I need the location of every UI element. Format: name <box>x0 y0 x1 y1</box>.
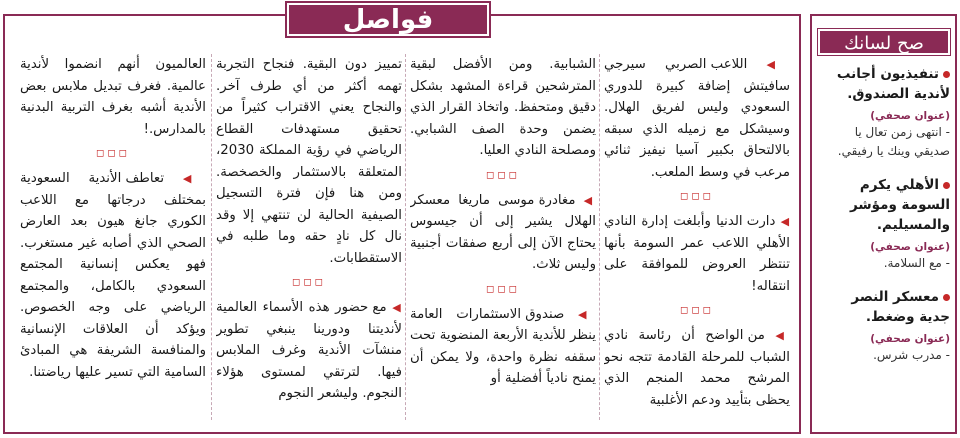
item-comment: - مع السلامة. <box>883 256 950 270</box>
bullet-dot-icon <box>943 71 950 78</box>
arrow-marker-icon: ◀ <box>182 172 206 185</box>
arrow-marker-icon: ◀ <box>780 215 790 228</box>
column-4 <box>20 54 206 426</box>
paragraph: ◀ مع حضور هذه الأسماء العالمية لأنديتنا ودورينا ينبغي تطوير منشآت الأندية وغرف الملابس فيها. لترتقي لمستوى هؤلاء النجوم. وليشعر النجوم <box>216 300 402 401</box>
separator: ◻◻◻ <box>292 277 326 288</box>
list-item <box>820 64 950 161</box>
list-item <box>820 175 950 273</box>
separator: ◻◻◻ <box>680 191 714 202</box>
item-comment: - مدرب شرس. <box>873 348 950 362</box>
separator: ◻◻◻ <box>486 169 520 181</box>
sahh-lesanak-title: صح لسانك <box>818 29 950 55</box>
item-comment: - انتهى زمن تعال يا صديقي وينك يا رفيقي. <box>837 125 950 158</box>
separator: ◻◻◻ <box>486 283 520 295</box>
column-2 <box>410 54 596 426</box>
item-headline: الأهلي يكرم السومة ومؤشر والمسيليم. <box>849 177 950 233</box>
column-divider <box>599 54 600 420</box>
list-item <box>820 287 950 365</box>
arrow-marker-icon: ◀ <box>775 329 790 342</box>
column-3 <box>216 54 402 426</box>
paragraph: الشبابية. ومن الأفضل لبقية المترشحين قراءة المشهد بشكل دقيق ومتحفظ. واتخاذ القرار الذي يضمن وحدة الصف الشبابي. ومصلحة النادي العليا. <box>410 57 596 158</box>
paragraph: ◀ تعاطف الأندية السعودية بمختلف درجاتها مع اللاعب الكوري جانغ هيون بعد العارض الصحي الذي أصابه غير مستغرب. فهو يعكس إنسانية المجتمع السعودي بالكامل، والمجتمع الرياضي على وجه الخصوص. ويؤكد أن العلاقات الإنسانية والمنافسة الشريفة هي المبادئ السامية التي تسير عليها رياضتنا. <box>20 171 206 380</box>
separator: ◻◻◻ <box>680 305 714 316</box>
bullet-dot-icon <box>943 182 950 189</box>
item-headline: تنفيذيون أجانب لأندية الصندوق. <box>836 66 950 102</box>
paragraph: ◀ اللاعب الصربي سيرجي سافيتش إضافة كبيرة للدوري السعودي وليس لفريق الهلال. وسيشكل مع زميله الذي سبقه بالالتحاق بكبير آسيا نيفيز ثنائي مرعب في وسط الملعب. <box>604 57 790 180</box>
item-source-label: (عنوان صحفي) <box>870 333 950 345</box>
paragraph: العالميون أنهم انضموا لأندية عالمية. فغرف تبديل ملابس بعض الأندية أشبه بغرف التربية البدنية بالمدارس.! <box>20 57 206 137</box>
arrow-marker-icon: ◀ <box>766 58 790 71</box>
paragraph: ◀ من الواضح أن رئاسة نادي الشباب للمرحلة القادمة تتجه نحو المرشح محمد المنجم الذي يحظى بتأييد ودعم الأغلبية <box>604 328 790 408</box>
fawasel-title: فواصل <box>287 3 489 36</box>
column-1 <box>604 54 790 426</box>
paragraph: ◀ دارت الدنيا وأبلغت إدارة النادي الأهلي اللاعب عمر السومة بأنها تنتظر العروض للموافقة على انتقاله! <box>604 214 790 294</box>
separator: ◻◻◻ <box>96 148 130 159</box>
item-headline: معسكر النصر جدية وضغط. <box>851 289 950 325</box>
column-divider <box>211 54 212 420</box>
arrow-marker-icon: ◀ <box>392 301 402 314</box>
bullet-dot-icon <box>943 294 950 301</box>
arrow-marker-icon: ◀ <box>583 193 596 207</box>
column-divider <box>405 54 406 420</box>
paragraph: تمييز دون البقية. فنجاح التجربة تهمه أكثر من أي طرف آخر. والنجاح يعني الاقتراب كثيراً من تحقيق مستهدفات القطاع الرياضي في رؤية المملكة 2030، المتعلقة بالاستثمار والخصخصة. ومن هنا فإن فترة التسجيل الصيفية الحالية لن تنتهي إلا وقد نال كل نادٍ حقه وما طلبه في الاستقطابات. <box>216 57 402 266</box>
item-source-label: (عنوان صحفي) <box>870 241 950 253</box>
paragraph: ◀ صندوق الاستثمارات العامة ينظر للأندية الأربعة المنضوية تحت سقفه نظرة واحدة، ولا يمكن أن يمنح نادياً أفضلية أو <box>410 306 596 386</box>
paragraph: ◀ مغادرة موسى ماريغا معسكر الهلال يشير إلى أن جيسوس يحتاج الآن إلى أربع صفقات أجنبية وليس ثلاث. <box>410 192 596 272</box>
arrow-marker-icon: ◀ <box>578 307 596 321</box>
sahh-lesanak-list <box>820 64 950 379</box>
item-source-label: (عنوان صحفي) <box>870 110 950 122</box>
